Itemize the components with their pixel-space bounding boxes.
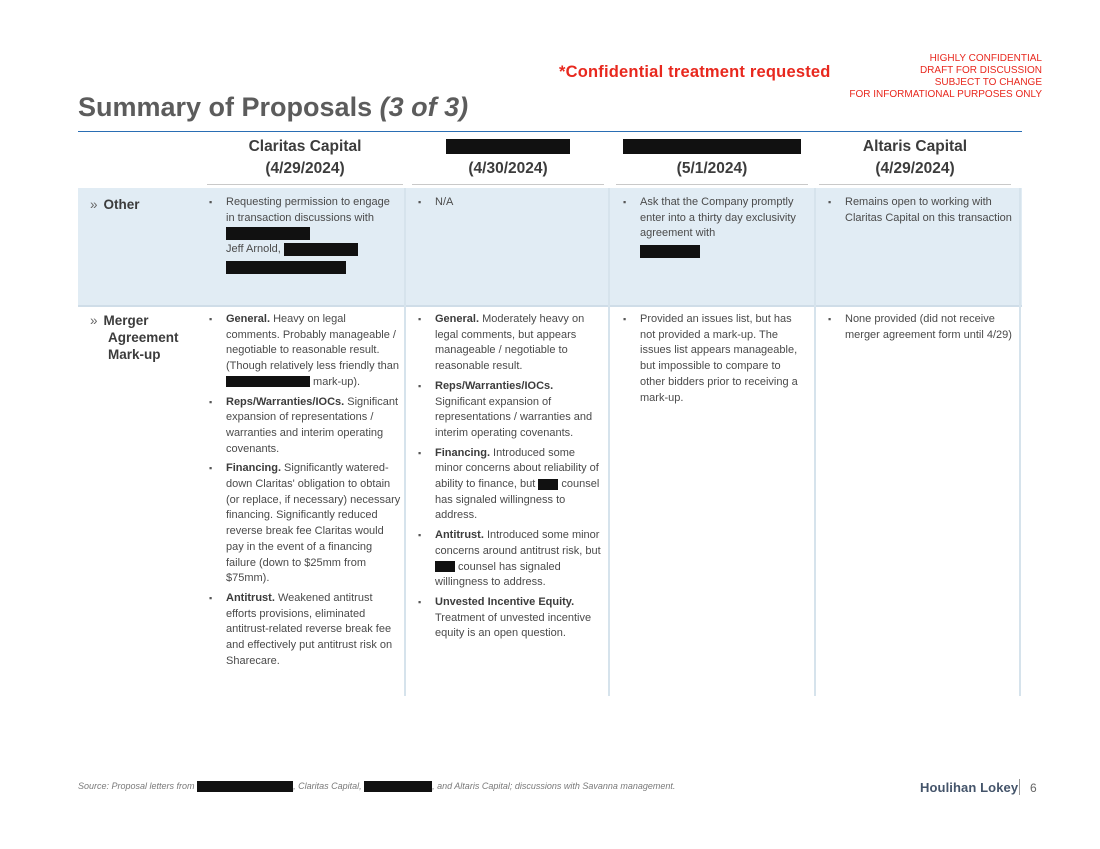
cell-merger-bidder-2 [418, 312, 601, 646]
item-text: Introduced some minor concerns about reliability of ability to finance, but [435, 446, 599, 491]
list-item [418, 446, 601, 525]
column-divider [814, 188, 816, 696]
list-item [418, 195, 600, 211]
item-heading: Reps/Warranties/IOCs. [226, 395, 345, 408]
item-text: Heavy on legal comments. Probably manageable / negotiable to reasonable result. (Though relatively less friendly than [226, 313, 400, 373]
list-item [623, 312, 807, 406]
cell-text: N/A [435, 196, 454, 208]
row-label-merger [90, 312, 179, 363]
item-heading: Unvested Incentive Equity. [435, 595, 575, 608]
redaction-bar [226, 261, 346, 274]
redaction-bar [640, 245, 700, 258]
redaction-bar [446, 139, 570, 154]
item-text: mark-up). [310, 375, 361, 388]
chevron-right-icon: » [90, 197, 98, 212]
list-item [418, 528, 601, 591]
item-heading: Antitrust. [226, 591, 275, 604]
column-date: (4/29/2024) [265, 160, 345, 177]
row-label-text: Merger [103, 313, 149, 328]
redaction-bar [226, 227, 310, 240]
redaction-bar [364, 781, 432, 792]
stamp-line: FOR INFORMATIONAL PURPOSES ONLY [849, 89, 1042, 100]
item-text: counsel has signaled willingness to address. [435, 560, 561, 589]
item-heading: Reps/Warranties/IOCs. [435, 379, 554, 392]
confidentiality-stamp [849, 53, 1042, 101]
column-date: (4/29/2024) [875, 160, 955, 177]
column-header-claritas [207, 136, 403, 180]
list-item [418, 379, 601, 442]
list-item [209, 195, 401, 274]
cell-text: Provided an issues list, but has not provided a mark-up. The issues list appears manageable, but impossible to compare to other bidders prior to receiving a mark-up. [640, 313, 798, 404]
item-text: Introduced some minor concerns around antitrust risk, but [435, 529, 601, 557]
page-number: 6 [1030, 781, 1037, 795]
column-header-bidder-3 [616, 136, 808, 180]
column-divider [608, 188, 610, 696]
column-divider [404, 188, 406, 696]
column-header-altaris [819, 136, 1011, 180]
redaction-bar [226, 376, 310, 387]
list-item [828, 195, 1012, 226]
redaction-bar [284, 243, 358, 256]
item-heading: General. [435, 313, 480, 325]
cell-text: Remains open to working with Claritas Capital on this transaction [845, 196, 1012, 224]
page-title [78, 92, 468, 123]
redaction-bar [623, 139, 801, 154]
chevron-right-icon: » [90, 313, 98, 328]
item-text: Significantly watered-down Claritas' obligation to obtain (or replace, if necessary) necessary financing. Significantly reduced reverse break fee Claritas would pay in the event of a financing failure (down to $25mm from $75mm). [226, 462, 401, 585]
cell-other-claritas [209, 195, 401, 278]
item-heading: General. [226, 313, 271, 325]
stamp-line: HIGHLY CONFIDENTIAL [929, 53, 1042, 64]
redaction-bar [538, 479, 558, 490]
page-title-text: Summary of Proposals [78, 92, 373, 122]
confidential-notice: *Confidential treatment requested [559, 63, 831, 81]
column-divider [1019, 188, 1021, 696]
stamp-line: SUBJECT TO CHANGE [934, 77, 1042, 88]
cell-other-bidder-2 [418, 195, 600, 215]
source-text: , and Altaris Capital; discussions with Savanna management. [432, 781, 676, 791]
redaction-bar [435, 561, 455, 572]
item-text: Weakened antitrust efforts provisions, eliminated antitrust-related reverse break fee and effectively put antitrust risk on Sharecare. [226, 591, 393, 667]
column-name: Claritas Capital [248, 138, 362, 155]
source-text: Source: Proposal letters from [78, 781, 195, 791]
list-item [209, 312, 401, 391]
stamp-line: DRAFT FOR DISCUSSION [919, 65, 1042, 76]
column-underline [412, 184, 604, 185]
list-item [418, 595, 601, 642]
list-item [209, 395, 401, 458]
redaction-bar [197, 781, 293, 792]
item-heading: Financing. [435, 446, 490, 459]
column-date: (5/1/2024) [676, 160, 748, 177]
title-rule [78, 131, 1022, 132]
item-text: Treatment of unvested incentive equity is an open question. [435, 611, 592, 640]
item-text: counsel has signaled willingness to address. [435, 478, 600, 522]
column-header-bidder-2 [412, 136, 604, 180]
column-underline [819, 184, 1011, 185]
cell-merger-bidder-3 [623, 312, 807, 410]
cell-merger-altaris [828, 312, 1012, 347]
brand-logo: Houlihan Lokey [920, 780, 1019, 795]
page-separator [1019, 779, 1020, 795]
cell-merger-claritas [209, 312, 401, 673]
list-item [828, 312, 1012, 343]
row-label-text: Agreement [108, 330, 179, 345]
cell-text: Ask that the Company promptly enter into a thirty day exclusivity agreement with [640, 196, 796, 240]
column-name-redacted [616, 136, 808, 158]
column-underline [616, 184, 808, 185]
item-heading: Financing. [226, 462, 281, 475]
list-item [418, 312, 601, 375]
cell-other-bidder-3 [623, 195, 809, 263]
source-text: , Claritas Capital, [293, 781, 362, 791]
list-item [209, 591, 401, 670]
cell-other-altaris [828, 195, 1012, 230]
column-name: Altaris Capital [862, 138, 968, 155]
item-text: Significant expansion of representations / warranties and interim operating covenants. [226, 395, 398, 455]
source-note [78, 781, 675, 792]
column-date: (4/30/2024) [468, 160, 548, 177]
item-text: Significant expansion of representations / warranties and interim operating covenants. [435, 395, 593, 439]
item-text: Moderately heavy on legal comments, but appears manageable / negotiable to reasonable result. [435, 313, 585, 373]
row-label-text: Other [103, 197, 140, 212]
list-item [623, 195, 809, 259]
row-separator [78, 305, 1022, 307]
page-title-suffix: (3 of 3) [379, 92, 469, 122]
cell-text: Requesting permission to engage in transaction discussions with [226, 196, 390, 224]
row-label-other [90, 196, 140, 213]
row-label-text: Mark-up [108, 347, 161, 362]
column-name-redacted [412, 136, 604, 158]
item-heading: Antitrust. [435, 529, 484, 542]
cell-text: Jeff Arnold, [226, 243, 281, 256]
column-underline [207, 184, 403, 185]
cell-text: None provided (did not receive merger agreement form until 4/29) [845, 313, 1012, 341]
list-item [209, 461, 401, 587]
